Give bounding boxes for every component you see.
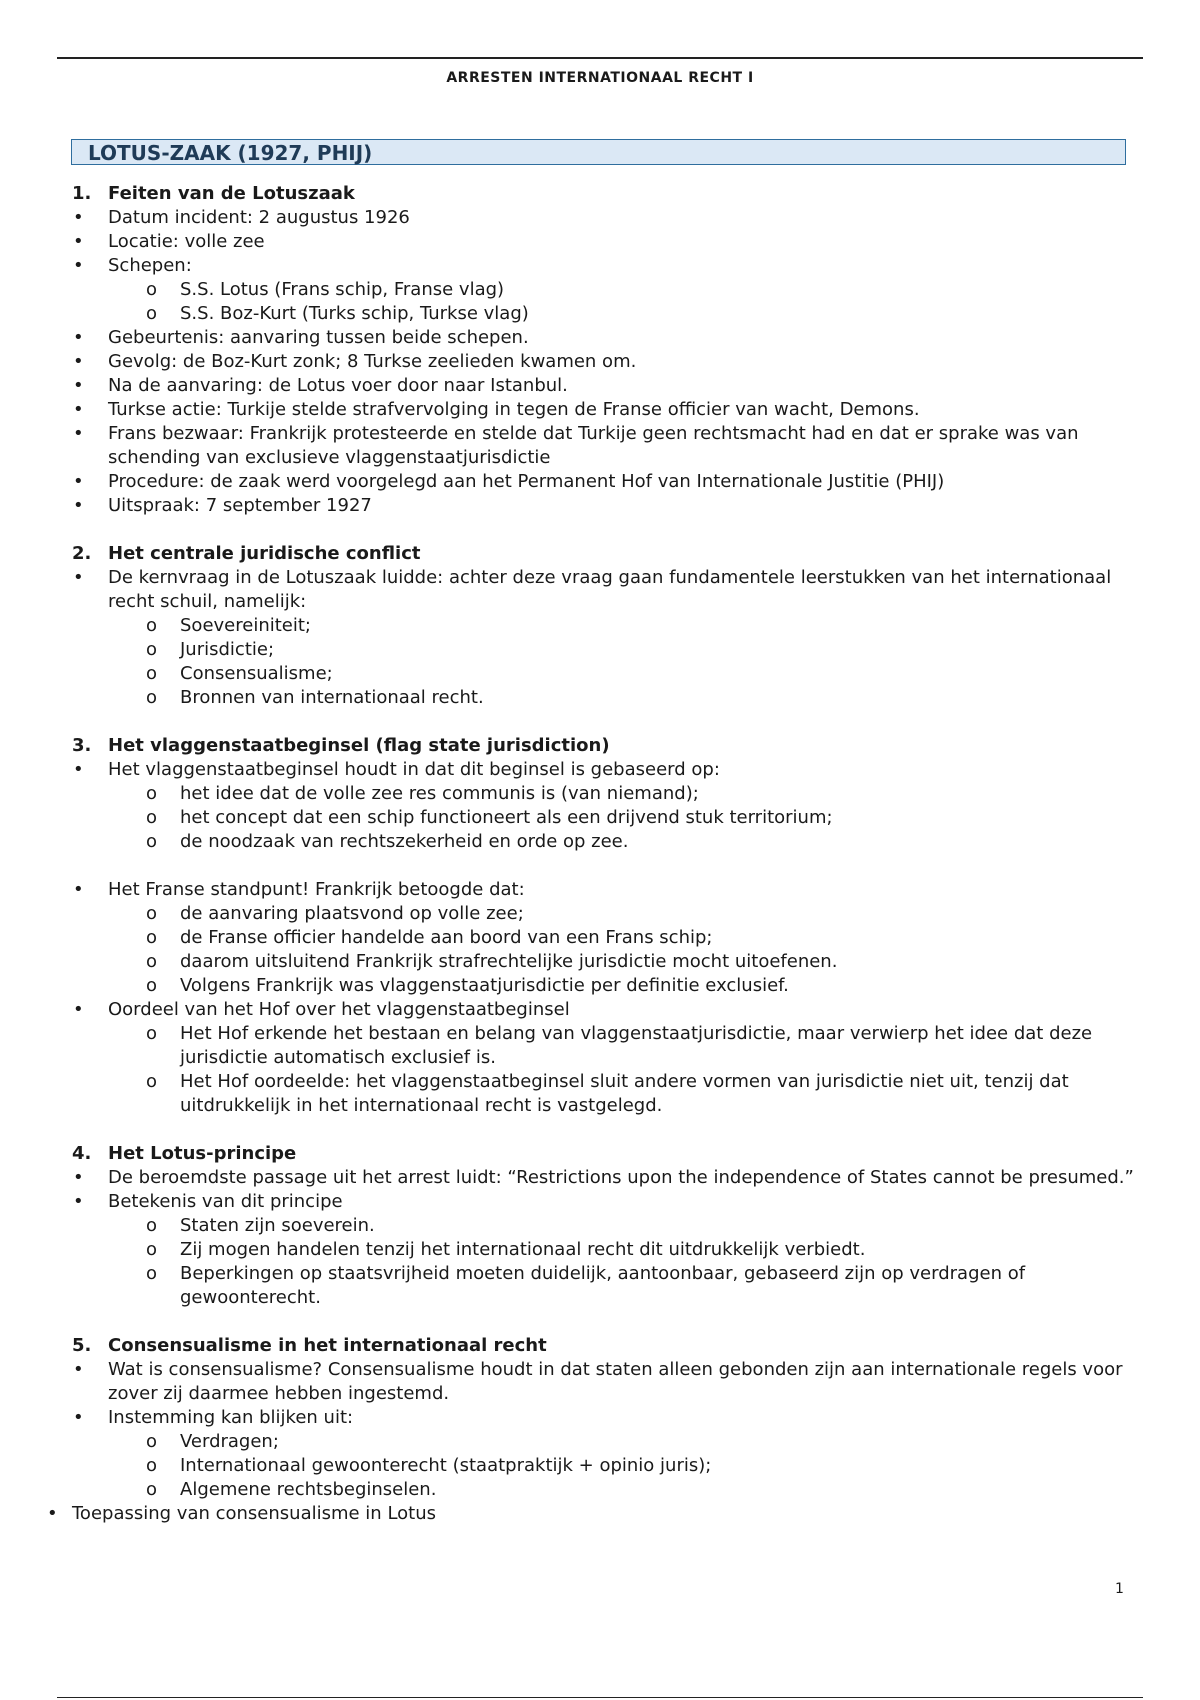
- bullet-item: • Locatie: volle zee: [0, 230, 1200, 254]
- bullet-item: • Datum incident: 2 augustus 1926: [0, 206, 1200, 230]
- bullet-item: • Betekenis van dit principe: [0, 1190, 1200, 1214]
- sub-bullet-item: o Beperkingen op staatsvrijheid moeten duidelijk, aantoonbaar, gebaseerd zijn op verdragen of gewoonterecht.: [0, 1262, 1200, 1310]
- bullet-item: • Gebeurtenis: aanvaring tussen beide schepen.: [0, 326, 1200, 350]
- sub-bullet-item: o Verdragen;: [0, 1430, 1200, 1454]
- section-heading: [0, 182, 1200, 206]
- sub-bullet-item: o Algemene rechtsbeginselen.: [0, 1478, 1200, 1502]
- section-heading: [0, 734, 1200, 758]
- section-number: 3.: [72, 735, 92, 756]
- section-title: Feiten van de Lotuszaak: [108, 183, 355, 204]
- bullet-item: • Oordeel van het Hof over het vlaggenstaatbeginsel: [0, 998, 1200, 1022]
- section-legal-conflict: [0, 542, 1200, 710]
- bullet-item: • Turkse actie: Turkije stelde strafvervolging in tegen de Franse officier van wacht, Demons.: [0, 398, 1200, 422]
- section-heading: [0, 1142, 1200, 1166]
- section-heading: [0, 542, 1200, 566]
- bullet-item: • Na de aanvaring: de Lotus voer door naar Istanbul.: [0, 374, 1200, 398]
- bullet-item: • Instemming kan blijken uit:: [0, 1406, 1200, 1430]
- sub-bullet-item: o Soevereiniteit;: [0, 614, 1200, 638]
- document-header: ARRESTEN INTERNATIONAAL RECHT I: [446, 70, 754, 86]
- header-rule: [57, 57, 1143, 59]
- section-title: Het Lotus-principe: [108, 1143, 297, 1164]
- document-body: [0, 182, 1200, 1526]
- section-flag-state: [0, 734, 1200, 1118]
- section-number: 2.: [72, 543, 92, 564]
- section-title: Het centrale juridische conflict: [108, 543, 421, 564]
- bullet-item: • Frans bezwaar: Frankrijk protesteerde en stelde dat Turkije geen rechtsmacht had en dat er sprake was van schending van exclusieve vlaggenstaatjurisdictie: [0, 422, 1200, 470]
- bullet-item: • Wat is consensualisme? Consensualisme houdt in dat staten alleen gebonden zijn aan internationale regels voor zover zij daarmee hebben ingestemd.: [0, 1358, 1200, 1406]
- bullet-item: • De kernvraag in de Lotuszaak luidde: achter deze vraag gaan fundamentele leerstukken van het internationaal recht schuil, namelijk:: [0, 566, 1200, 614]
- case-title-box: [71, 139, 1126, 165]
- sub-bullet-item: o de noodzaak van rechtszekerheid en orde op zee.: [0, 830, 1200, 854]
- sub-bullet-item: o Bronnen van internationaal recht.: [0, 686, 1200, 710]
- sub-bullet-item: o Zij mogen handelen tenzij het internationaal recht dit uitdrukkelijk verbiedt.: [0, 1238, 1200, 1262]
- sub-bullet-item: o Consensualisme;: [0, 662, 1200, 686]
- bullet-item: • Uitspraak: 7 september 1927: [0, 494, 1200, 518]
- bullet-item: • Schepen:: [0, 254, 1200, 278]
- sub-bullet-item: o het concept dat een schip functioneert als een drijvend stuk territorium;: [0, 806, 1200, 830]
- bullet-item: • Het Franse standpunt! Frankrijk betoogde dat:: [0, 878, 1200, 902]
- section-facts: [0, 182, 1200, 518]
- section-title: Het vlaggenstaatbeginsel (flag state jurisdiction): [108, 735, 610, 756]
- sub-bullet-item: o Het Hof erkende het bestaan en belang van vlaggenstaatjurisdictie, maar verwierp het idee dat deze jurisdictie automatisch exclusief is.: [0, 1022, 1200, 1070]
- section-number: 1.: [72, 183, 92, 204]
- sub-bullet-item: o het idee dat de volle zee res communis is (van niemand);: [0, 782, 1200, 806]
- section-consensualism: [0, 1334, 1200, 1526]
- page-number: 1: [1115, 1581, 1124, 1597]
- sub-bullet-item: o de Franse officier handelde aan boord van een Frans schip;: [0, 926, 1200, 950]
- section-number: 5.: [72, 1335, 92, 1356]
- sub-bullet-item: o Het Hof oordeelde: het vlaggenstaatbeginsel sluit andere vormen van jurisdictie niet uit, tenzij dat uitdrukkelijk in het internationaal recht is vastgelegd.: [0, 1070, 1200, 1118]
- bullet-item: • De beroemdste passage uit het arrest luidt: “Restrictions upon the independence of States cannot be presumed.”: [0, 1166, 1200, 1190]
- case-title: LOTUS-ZAAK (1927, PHIJ): [88, 141, 373, 165]
- bullet-item: • Het vlaggenstaatbeginsel houdt in dat dit beginsel is gebaseerd op:: [0, 758, 1200, 782]
- sub-bullet-item: o daarom uitsluitend Frankrijk strafrechtelijke jurisdictie mocht uitoefenen.: [0, 950, 1200, 974]
- sub-bullet-item: o Staten zijn soeverein.: [0, 1214, 1200, 1238]
- sub-bullet-item: o Jurisdictie;: [0, 638, 1200, 662]
- sub-bullet-item: o de aanvaring plaatsvond op volle zee;: [0, 902, 1200, 926]
- section-number: 4.: [72, 1143, 92, 1164]
- bullet-item: • Toepassing van consensualisme in Lotus: [0, 1502, 1200, 1526]
- bullet-item: • Gevolg: de Boz-Kurt zonk; 8 Turkse zeelieden kwamen om.: [0, 350, 1200, 374]
- sub-bullet-item: o S.S. Lotus (Frans schip, Franse vlag): [0, 278, 1200, 302]
- section-title: Consensualisme in het internationaal recht: [108, 1335, 547, 1356]
- sub-bullet-item: o Internationaal gewoonterecht (staatpraktijk + opinio juris);: [0, 1454, 1200, 1478]
- sub-bullet-item: o S.S. Boz-Kurt (Turks schip, Turkse vlag): [0, 302, 1200, 326]
- bullet-item: • Procedure: de zaak werd voorgelegd aan het Permanent Hof van Internationale Justitie (PHIJ): [0, 470, 1200, 494]
- sub-bullet-item: o Volgens Frankrijk was vlaggenstaatjurisdictie per definitie exclusief.: [0, 974, 1200, 998]
- section-heading: [0, 1334, 1200, 1358]
- section-lotus-principle: [0, 1142, 1200, 1310]
- footer-rule: [57, 1697, 1143, 1698]
